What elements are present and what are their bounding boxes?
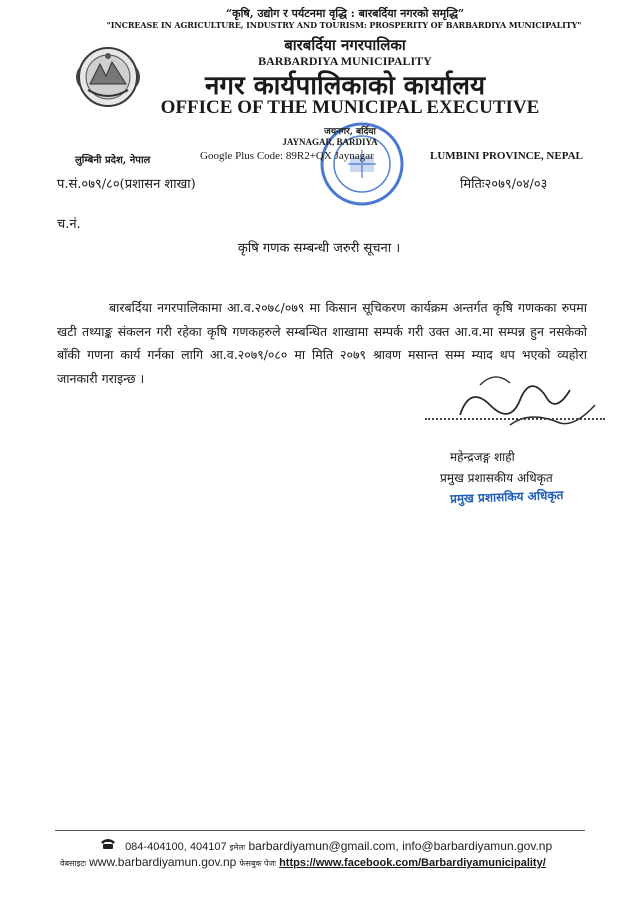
province-nepali: लुम्बिनी प्रदेश, नेपाल — [75, 155, 151, 166]
municipality-name-nepali: बारबर्दिया नगरपालिका — [284, 36, 406, 54]
footer-web — [60, 855, 546, 869]
plus-code: Google Plus Code: 89R2+QX Jaynagar — [200, 150, 374, 162]
designation-stamp: प्रमुख प्रशासकिय अधिकृत — [449, 488, 564, 506]
office-title-english: OFFICE OF THE MUNICIPAL EXECUTIVE — [160, 97, 540, 118]
office-title-nepali: नगर कार्यपालिकाको कार्यालय — [204, 71, 486, 101]
slogan-nepali: “कृषि, उद्योग र पर्यटनमा वृद्धि : बारबर्दिया नगरको समृद्धि” — [225, 7, 465, 20]
signature-line — [425, 412, 605, 420]
signer-name: महेन्द्रजङ्ग शाही — [450, 450, 515, 464]
footer-divider — [55, 830, 585, 831]
handwritten-signature — [450, 365, 610, 435]
phone-number: 084-404100, 404107 — [125, 841, 227, 853]
email-label: इमेलः — [229, 843, 246, 852]
dispatch-number: च.नं. — [57, 217, 81, 232]
letter-date: मितिः२०७९/०४/०३ — [460, 177, 548, 192]
location-english: JAYNAGAR, BARDIYA — [282, 137, 378, 147]
website-label: वेबसाइटः — [60, 859, 87, 868]
letter-body-text: बारबर्दिया नगरपालिकामा आ.व.२०७८/०७९ मा किसान सूचिकरण कार्यक्रम अन्तर्गत कृषि गणकका रुपमा खटी तथ्याङ्क संकलन गरी रहेका कृषि गणकहरुले सम्बन्धित शाखामा सम्पर्क गरी उक्त आ.व.मा सम्पन्न हुन नसकेको बाँकी गणना कार्य गर्नका लागि आ.व.२०७९/०८० मा मिति २०७९ श्रावण मसान्त सम्म म्याद थप भएको व्यहोरा जानकारी गराइन्छ । — [57, 300, 587, 386]
email-addresses[interactable]: barbardiyamun@gmail.com, info@barbardiyamun.gov.np — [248, 839, 553, 853]
phone-icon — [100, 838, 116, 850]
signer-title: प्रमुख प्रशासकीय अधिकृत — [440, 471, 553, 485]
letter-subject: कृषि गणक सम्बन्धी जरुरी सूचना । — [237, 241, 401, 256]
reference-number: प.सं.०७९/८०(प्रशासन शाखा) — [57, 177, 196, 192]
slogan-english: "INCREASE IN AGRICULTURE, INDUSTRY AND TOURISM: PROSPERITY OF BARBARDIYA MUNICIPALITY" — [106, 20, 582, 30]
website-link[interactable]: www.barbardiyamun.gov.np — [89, 855, 237, 869]
province-english: LUMBINI PROVINCE, NEPAL — [430, 150, 583, 162]
location-nepali: जयनगर, बर्दिया — [324, 127, 376, 137]
facebook-link[interactable]: https://www.facebook.com/Barbardiyamunicipality/ — [279, 857, 546, 869]
municipality-name-english: BARBARDIYA MUNICIPALITY — [258, 54, 432, 68]
footer-contact — [100, 838, 552, 853]
facebook-label: फेसबुक पेजः — [239, 859, 276, 868]
